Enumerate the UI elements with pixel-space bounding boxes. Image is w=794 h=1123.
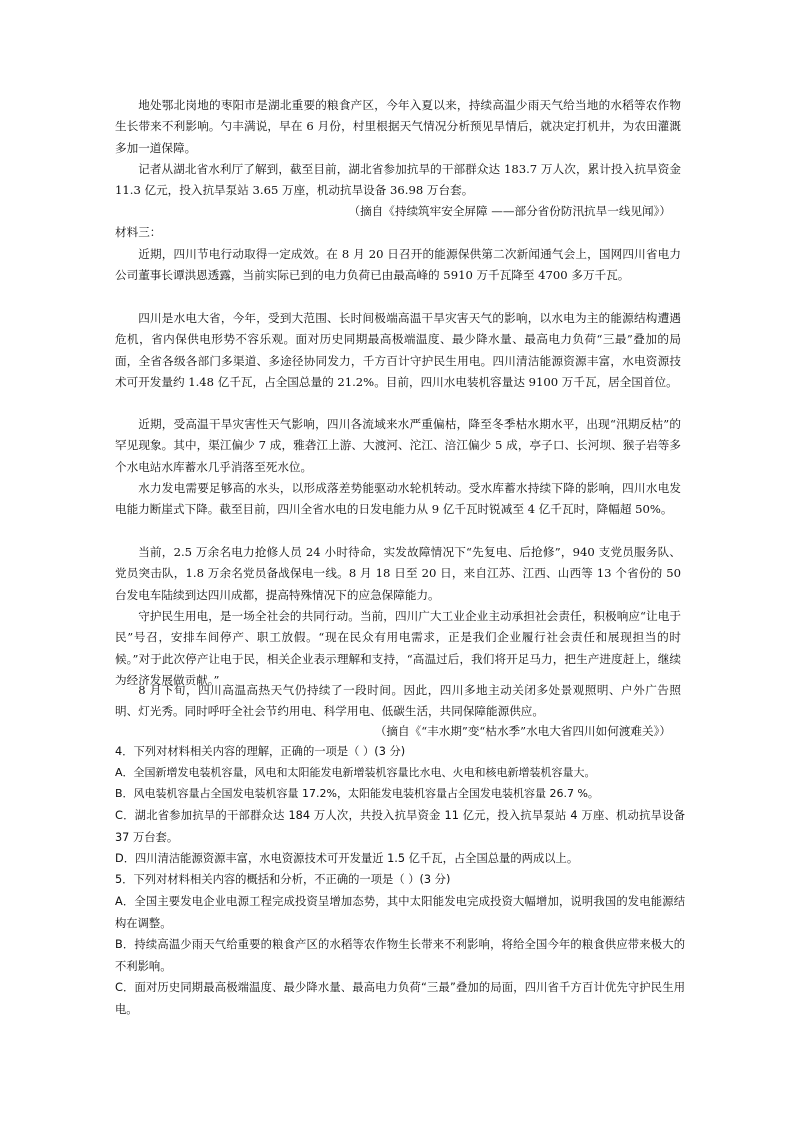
question-4-option-b: B．风电装机容量占全国发电装机容量 17.2%，太阳能发电装机容量占全国发电装机容量 26.7 %。: [115, 787, 599, 800]
material2-source: （摘自《持续筑牢安全屏障 ——部分省份防汛抗旱一线见闻》）: [348, 204, 671, 218]
material2-paragraph-2: 记者从湖北省水利厅了解到，截至目前，湖北省参加抗旱的干部群众达 183.7 万人次，累计投入抗旱资金 11.3 亿元，投入抗旱泵站 3.65 万座，机动抗旱设备 36.98 万台套。: [115, 162, 681, 198]
material3-paragraph-7: 8 月下旬，四川高温高热天气仍持续了一段时间。因此，四川多地主动关闭多处景观照明、户外广告照明、灯光秀。同时呼吁全社会节约用电、科学用电、低碳生活，共同保障能源供应。: [115, 683, 681, 719]
material3-label: 材料三：: [115, 225, 162, 239]
material3-paragraph-2: 四川是水电大省，今年，受到大范围、长时间极端高温干旱灾害天气的影响，以水电为主的能源结构遭遇危机，省内保供电形势不容乐观。面对历史同期最高极端温度、最少降水量、最高电力负荷“三最”叠加的局面，全省各级各部门多渠道、多途径协同发力，千方百计守护民生用电。四川清洁能源资源丰富，水电资源技术可开发量约 1.48 亿千瓦，占全国总量的 21.2%。目前，四川水电装机容量达 9100 万千瓦，居全国首位。: [115, 311, 681, 389]
question-4-stem: 4．下列对材料相关内容的理解，正确的一项是（ ）(3 分): [115, 745, 406, 758]
material3-source: （摘自《“丰水期”变“枯水季”水电大省四川如何渡难关》）: [374, 724, 671, 738]
question-5-stem: 5．下列对材料相关内容的概括和分析，不正确的一项是（ ）(3 分): [115, 873, 451, 886]
question-4-option-d: D．四川清洁能源资源丰富，水电资源技术可开发量近 1.5 亿千瓦，占全国总量的两成以上。: [115, 852, 579, 865]
material2-paragraph-1: 地处鄂北岗地的枣阳市是湖北重要的粮食产区，今年入夏以来，持续高温少雨天气给当地的水稻等农作物生长带来不利影响。勺丰满说，早在 6 月份，村里根据天气情况分析预见旱情后，就决定打机井，为农田灌溉多加一道保障。: [115, 98, 681, 155]
question-4-option-c: C．湖北省参加抗旱的干部群众达 184 万人次，共投入抗旱资金 11 亿元，投入抗旱泵站 4 万座、机动抗旱设备 37 万台套。: [115, 809, 685, 844]
question-5-option-a: A．全国主要发电企业电源工程完成投资呈增加态势，其中太阳能发电完成投资大幅增加，说明我国的发电能源结构在调整。: [115, 895, 685, 930]
material3-paragraph-5: 当前，2.5 万余名电力抢修人员 24 小时待命，实发故障情况下“先复电、后抢修”，940 支党员服务队、党员突击队，1.8 万余名党员备战保电一线。8 月 18 日至 20 日，来自江苏、江西、山西等 13 个省份的 50 台发电车陆续到达四川成都，提高特殊情况下的应急保障能力。: [115, 545, 681, 602]
material3-paragraph-3: 近期，受高温干旱灾害性天气影响，四川各流域来水严重偏枯，降至冬季枯水期水平，出现“汛期反枯”的罕见现象。其中，渠江偏少 7 成，雅砻江上游、大渡河、沱江、涪江偏少 5 成，亭子口、长河坝、猴子岩等多个水电站水库蓄水几乎消落至死水位。: [115, 417, 681, 474]
question-5-option-c: C．面对历史同期最高极端温度、最少降水量、最高电力负荷“三最”叠加的局面，四川省千方百计优先守护民生用电。: [115, 981, 685, 1016]
material3-paragraph-6: 守护民生用电，是一场全社会的共同行动。当前，四川广大工业企业主动承担社会责任，积极响应“让电于民”号召，安排车间停产、职工放假。“现在民众有用电需求，正是我们企业履行社会责任和展现担当的时候。”对于此次停产让电于民，相关企业表示理解和支持，“高温过后，我们将开足马力，把生产进度赶上，继续为经济发展做贡献。”: [115, 609, 681, 687]
material3-paragraph-4: 水力发电需要足够高的水头，以形成落差势能驱动水轮机转动。受水库蓄水持续下降的影响，四川水电发电能力断崖式下降。截至目前，四川全省水电的日发电能力从 9 亿千瓦时锐减至 4 亿千瓦时，降幅超 50%。: [115, 481, 681, 517]
material3-paragraph-1: 近期，四川节电行动取得一定成效。在 8 月 20 日召开的能源保供第二次新闻通气会上，国网四川省电力公司董事长谭洪恩透露，当前实际已到的电力负荷已由最高峰的 5910 万千瓦降至 4700 多万千瓦。: [115, 247, 681, 283]
question-4-option-a: A．全国新增发电装机容量，风电和太阳能发电新增装机容量比水电、火电和核电新增装机容量大。: [115, 766, 596, 779]
question-5-option-b: B．持续高温少雨天气给重要的粮食产区的水稻等农作物生长带来不利影响，将给全国今年的粮食供应带来极大的不利影响。: [115, 938, 685, 973]
